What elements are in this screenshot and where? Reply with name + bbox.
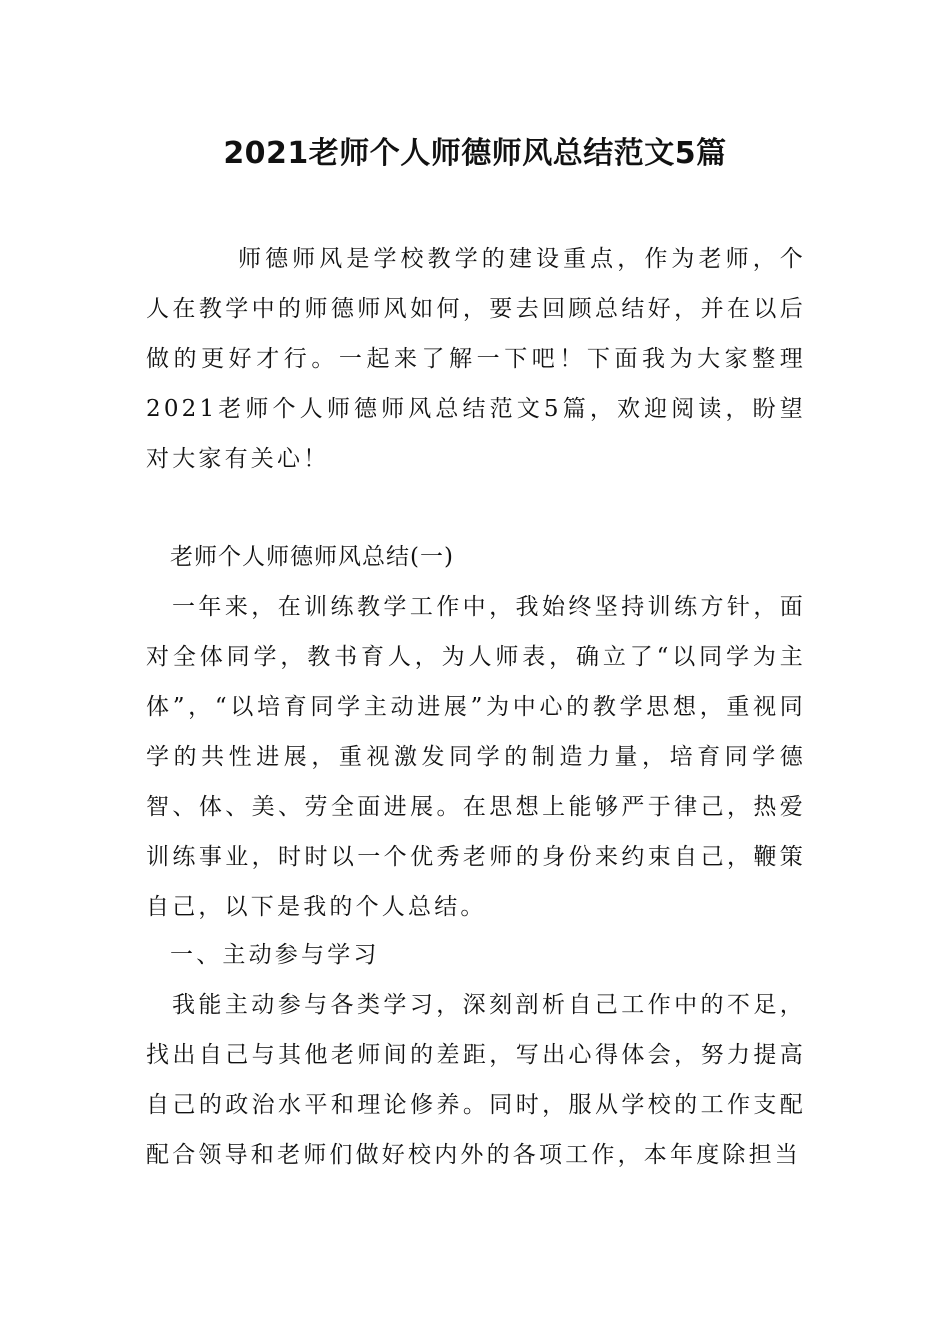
section-heading: 老师个人师德师风总结(一) xyxy=(170,544,454,570)
body-paragraph-1: 一年来，在训练教学工作中，我始终坚持训练方针，面对全体同学，教书育人，为人师表，确立了“以同学为主体”，“以培育同学主动进展”为中心的教学思想，重视同学的共性进展，重视激发同学的制造力量，培育同学德智、体、美、劳全面进展。在思想上能够严于律己，热爱训练事业，时时以一个优秀老师的身份来约束自己，鞭策自己，以下是我的个人总结。 xyxy=(146,594,806,920)
intro-paragraph: 师德师风是学校教学的建设重点，作为老师，个人在教学中的师德师风如何，要去回顾总结好，并在以后做的更好才行。一起来了解一下吧！下面我为大家整理2021老师个人师德师风总结范文5篇，欢迎阅读，盼望对大家有关心！ xyxy=(146,246,806,472)
body-paragraph-2: 我能主动参与各类学习，深刻剖析自己工作中的不足，找出自己与其他老师间的差距，写出心得体会，努力提高自己的政治水平和理论修养。同时，服从学校的工作支配配合领导和老师们做好校内外的各项工作，本年度除担当 xyxy=(146,992,806,1168)
subheading-1: 一、主动参与学习 xyxy=(170,942,380,968)
document-title: 2021老师个人师德师风总结范文5篇 xyxy=(223,136,727,171)
